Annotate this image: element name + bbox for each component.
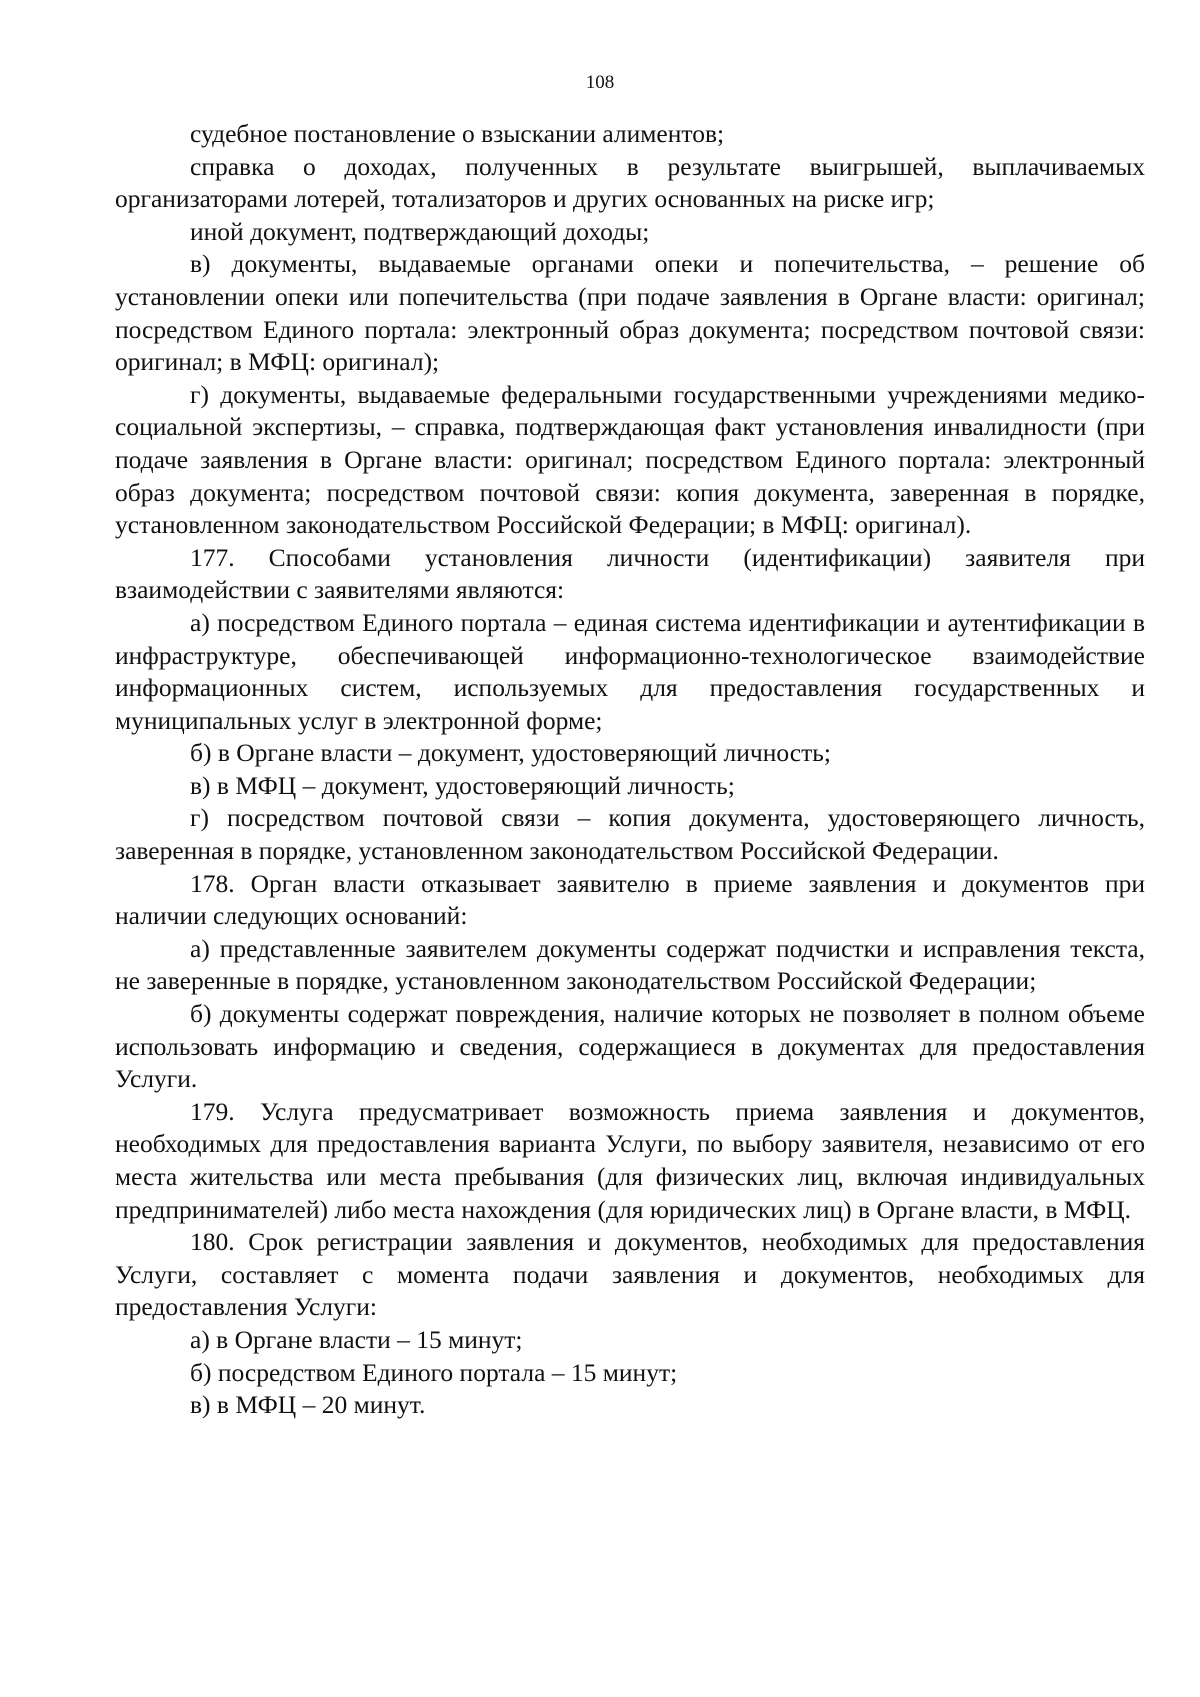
paragraph-177-identification: 177. Способами установления личности (идентификации) заявителя при взаимодействии с заявителями являются: [115, 542, 1145, 605]
paragraph-court-order: судебное постановление о взыскании алиментов; [190, 119, 725, 148]
paragraph-180-c-mfc: в) в МФЦ – 20 минут. [190, 1390, 426, 1420]
page-number: 108 [585, 72, 615, 93]
paragraph-178-b-damage: б) документы содержат повреждения, наличие которых не позволяет в полном объеме использовать информацию и сведения, содержащиеся в документах для предоставления Услуги. [115, 999, 1145, 1094]
paragraph-other-document: иной документ, подтверждающий доходы; [190, 216, 650, 246]
paragraph-177-d-postal: г) посредством почтовой связи – копия документа, удостоверяющего личность, заверенная в порядке, установленном законодательством Российской Федерации. [115, 803, 1145, 866]
paragraph-177-c-mfc: в) в МФЦ – документ, удостоверяющий личность; [190, 770, 735, 800]
paragraph-medical-expertise-documents: г) документы, выдаваемые федеральными государственными учреждениями медико-социальной экспертизы, – справка, подтверждающая факт установления инвалидности (при подаче заявления в Органе власти: оригинал; посредством Единого портала: электронный образ документа; посредством почтовой связи: копия документа, заверенная в порядке, установленном законодательством Российской Федерации; в МФЦ: оригинал). [115, 379, 1145, 540]
paragraph-guardianship-documents: в) документы, выдаваемые органами опеки и попечительства, – решение об установлении опеки или попечительства (при подаче заявления в Органе власти: оригинал; посредством Единого портала: электронный образ документа; посредством почтовой связи: оригинал; в МФЦ: оригинал); [115, 249, 1145, 377]
paragraph-180-a-authority: а) в Органе власти – 15 минут; [190, 1324, 523, 1354]
paragraph-180-b-portal: б) посредством Единого портала – 15 минут; [190, 1357, 678, 1387]
paragraph-178-refusal: 178. Орган власти отказывает заявителю в приеме заявления и документов при наличии следующих оснований: [115, 868, 1145, 931]
paragraph-177-a-portal: а) посредством Единого портала – единая система идентификации и аутентификации в инфраструктуре, обеспечивающей информационно-технологическое взаимодействие информационных систем, используемых для предоставления государственных и муниципальных услуг в электронной форме; [115, 607, 1145, 735]
document-body [115, 118, 1145, 1422]
paragraph-180-registration-time: 180. Срок регистрации заявления и документов, необходимых для предоставления Услуги, составляет с момента подачи заявления и документов, необходимых для предоставления Услуги: [115, 1227, 1145, 1322]
paragraph-179-extraterritorial: 179. Услуга предусматривает возможность приема заявления и документов, необходимых для предоставления варианта Услуги, по выбору заявителя, независимо от его места жительства или места пребывания (для физических лиц, включая индивидуальных предпринимателей) либо места нахождения (для юридических лиц) в Органе власти, в МФЦ. [115, 1096, 1145, 1224]
paragraph-177-b-authority: б) в Органе власти – документ, удостоверяющий личность; [190, 738, 831, 768]
paragraph-lottery-income: справка о доходах, полученных в результате выигрышей, выплачиваемых организаторами лотерей, тотализаторов и других основанных на риске игр; [115, 151, 1145, 214]
paragraph-178-a-corrections: а) представленные заявителем документы содержат подчистки и исправления текста, не заверенные в порядке, установленном законодательством Российской Федерации; [115, 933, 1145, 996]
